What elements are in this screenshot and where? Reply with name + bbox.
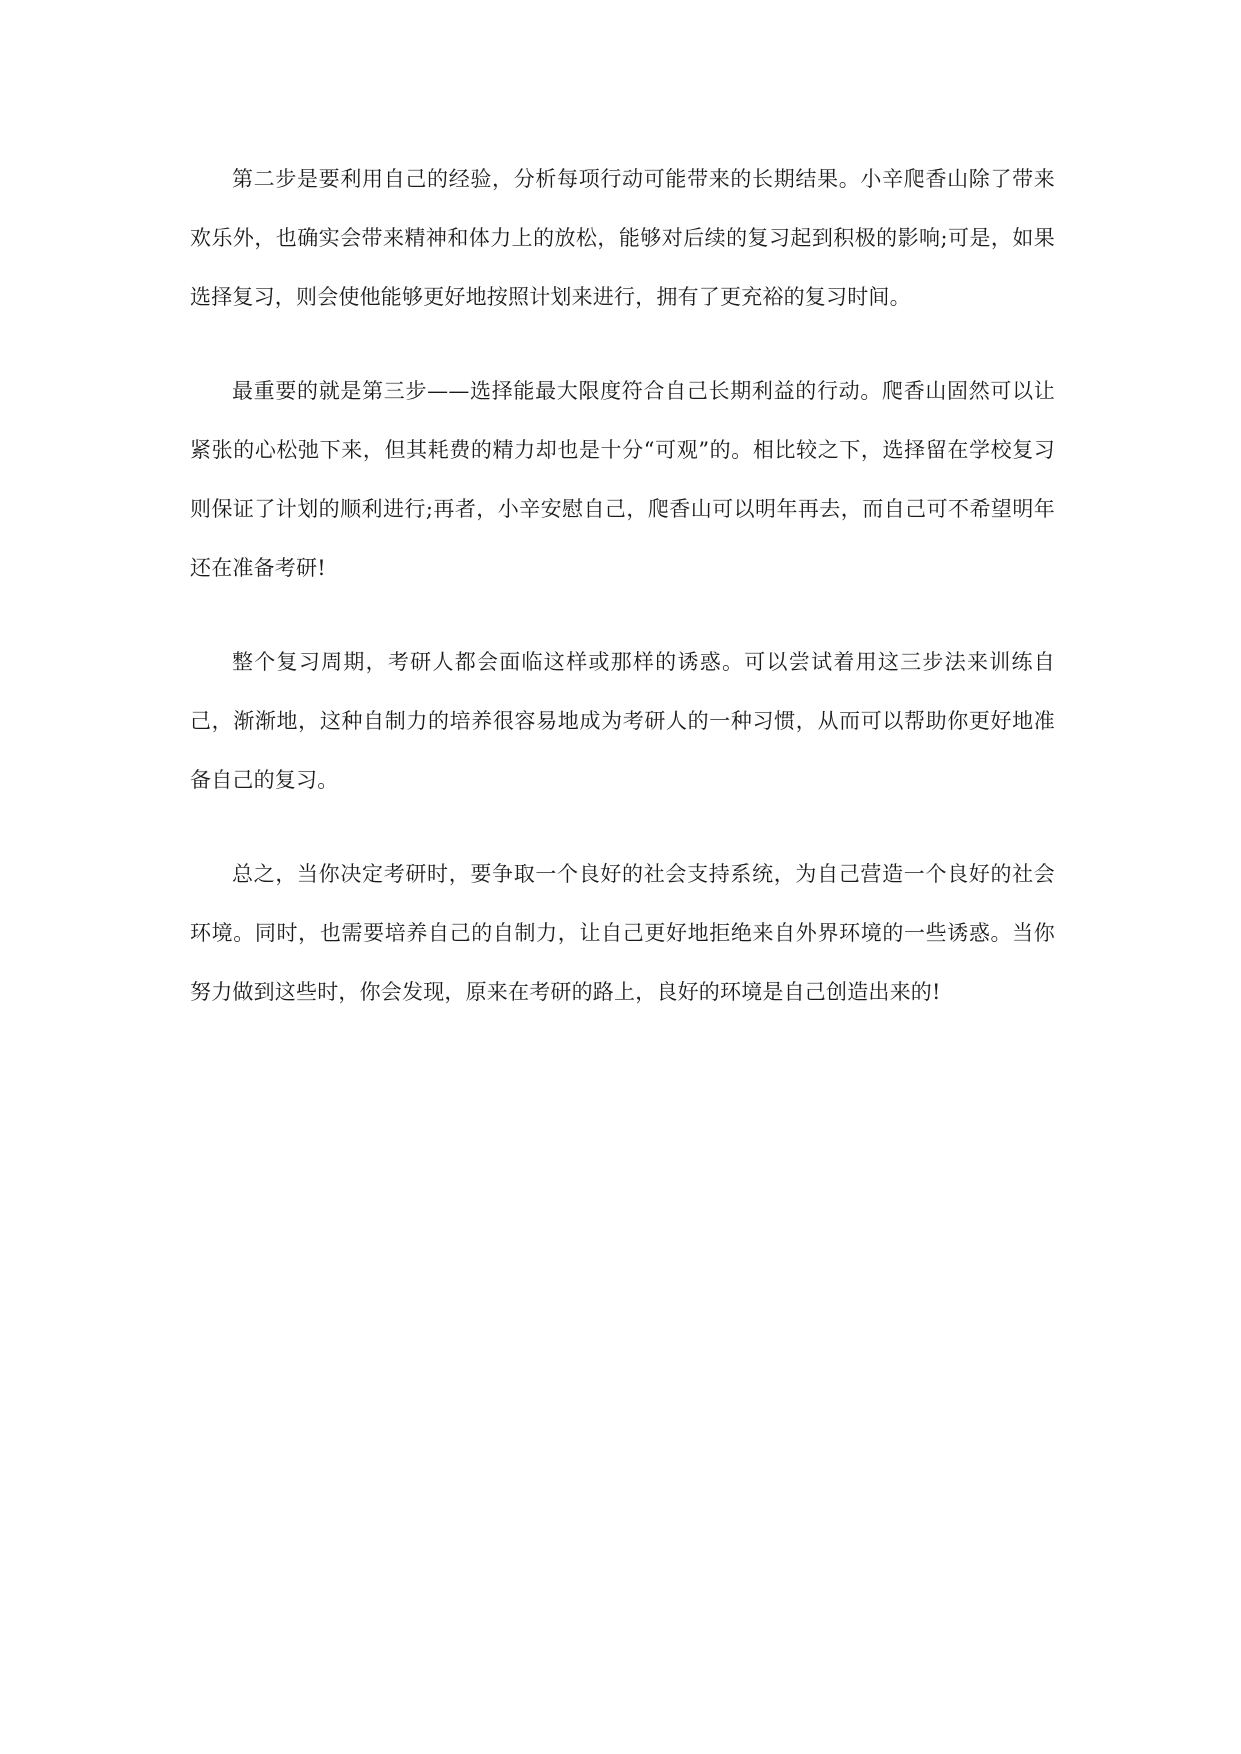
document-body [190,150,1055,1022]
paragraph-conclusion: 总之，当你决定考研时，要争取一个良好的社会支持系统，为自己营造一个良好的社会环境。同时，也需要培养自己的自制力，让自己更好地拒绝来自外界环境的一些诱惑。当你努力做到这些时，你会发现，原来在考研的路上，良好的环境是自己创造出来的! [190,862,1055,1004]
paragraph-step-three: 最重要的就是第三步——选择能最大限度符合自己长期利益的行动。爬香山固然可以让紧张的心松弛下来，但其耗费的精力却也是十分“可观”的。相比较之下，选择留在学校复习则保证了计划的顺利进行;再者，小辛安慰自己，爬香山可以明年再去，而自己可不希望明年还在准备考研! [190,379,1055,580]
paragraph-review-period: 整个复习周期，考研人都会面临这样或那样的诱惑。可以尝试着用这三步法来训练自己，渐渐地，这种自制力的培养很容易地成为考研人的一种习惯，从而可以帮助你更好地准备自己的复习。 [190,650,1055,792]
paragraph-step-two: 第二步是要利用自己的经验，分析每项行动可能带来的长期结果。小辛爬香山除了带来欢乐外，也确实会带来精神和体力上的放松，能够对后续的复习起到积极的影响;可是，如果选择复习，则会使他能够更好地按照计划来进行，拥有了更充裕的复习时间。 [190,167,1055,309]
